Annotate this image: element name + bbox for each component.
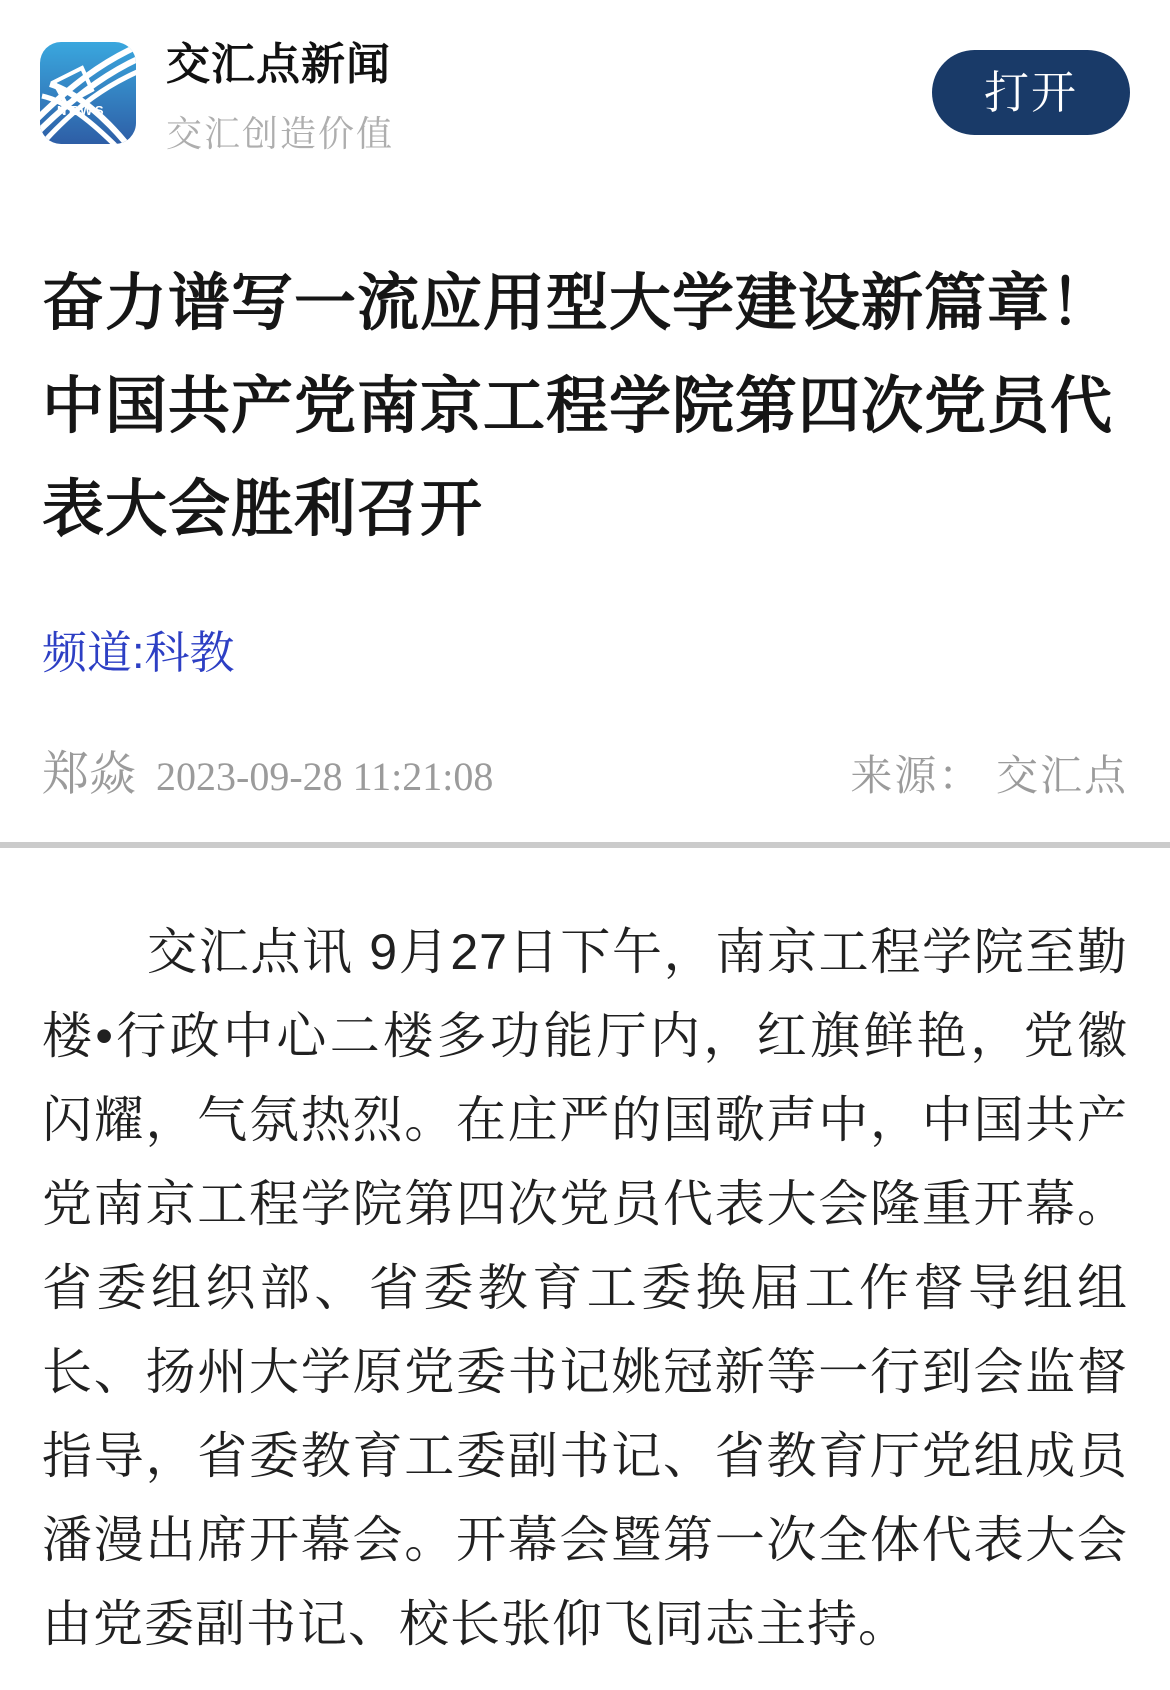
app-logo-icon: [40, 42, 136, 144]
app-info: [166, 28, 394, 157]
app-banner: [0, 0, 1170, 157]
channel-link[interactable]: 频道:科教: [42, 627, 235, 678]
article-title: 奋力谱写一流应用型大学建设新篇章！中国共产党南京工程学院第四次党员代表大会胜利召开: [42, 269, 1114, 544]
open-app-button[interactable]: 打开: [932, 50, 1130, 136]
app-tagline: 交汇创造价值: [166, 113, 395, 154]
article-meta: [42, 737, 1128, 804]
author-name: 郑焱: [42, 747, 136, 800]
app-name: 交汇点新闻: [166, 40, 391, 89]
article-body-paragraph: 交汇点讯 9月27日下午，南京工程学院至勤楼•行政中心二楼多功能厅内，红旗鲜艳，党徽闪耀，气氛热烈。在庄严的国歌声中，中国共产党南京工程学院第四次党员代表大会隆重开幕。省委组织部、省委教育工委换届工作督导组组长、扬州大学原党委书记姚冠新等一行到会监督指导，省委教育工委副书记、省教育厅党组成员潘漫出席开幕会。开幕会暨第一次全体代表大会由党委副书记、校长张仰飞同志主持。: [42, 924, 1128, 1652]
logo-news-label: NEWS: [57, 102, 106, 118]
publish-timestamp: 2023-09-28 11:21:08: [156, 754, 494, 799]
source-label: 来源： 交汇点: [850, 752, 1128, 799]
header-body-divider: [0, 842, 1170, 848]
